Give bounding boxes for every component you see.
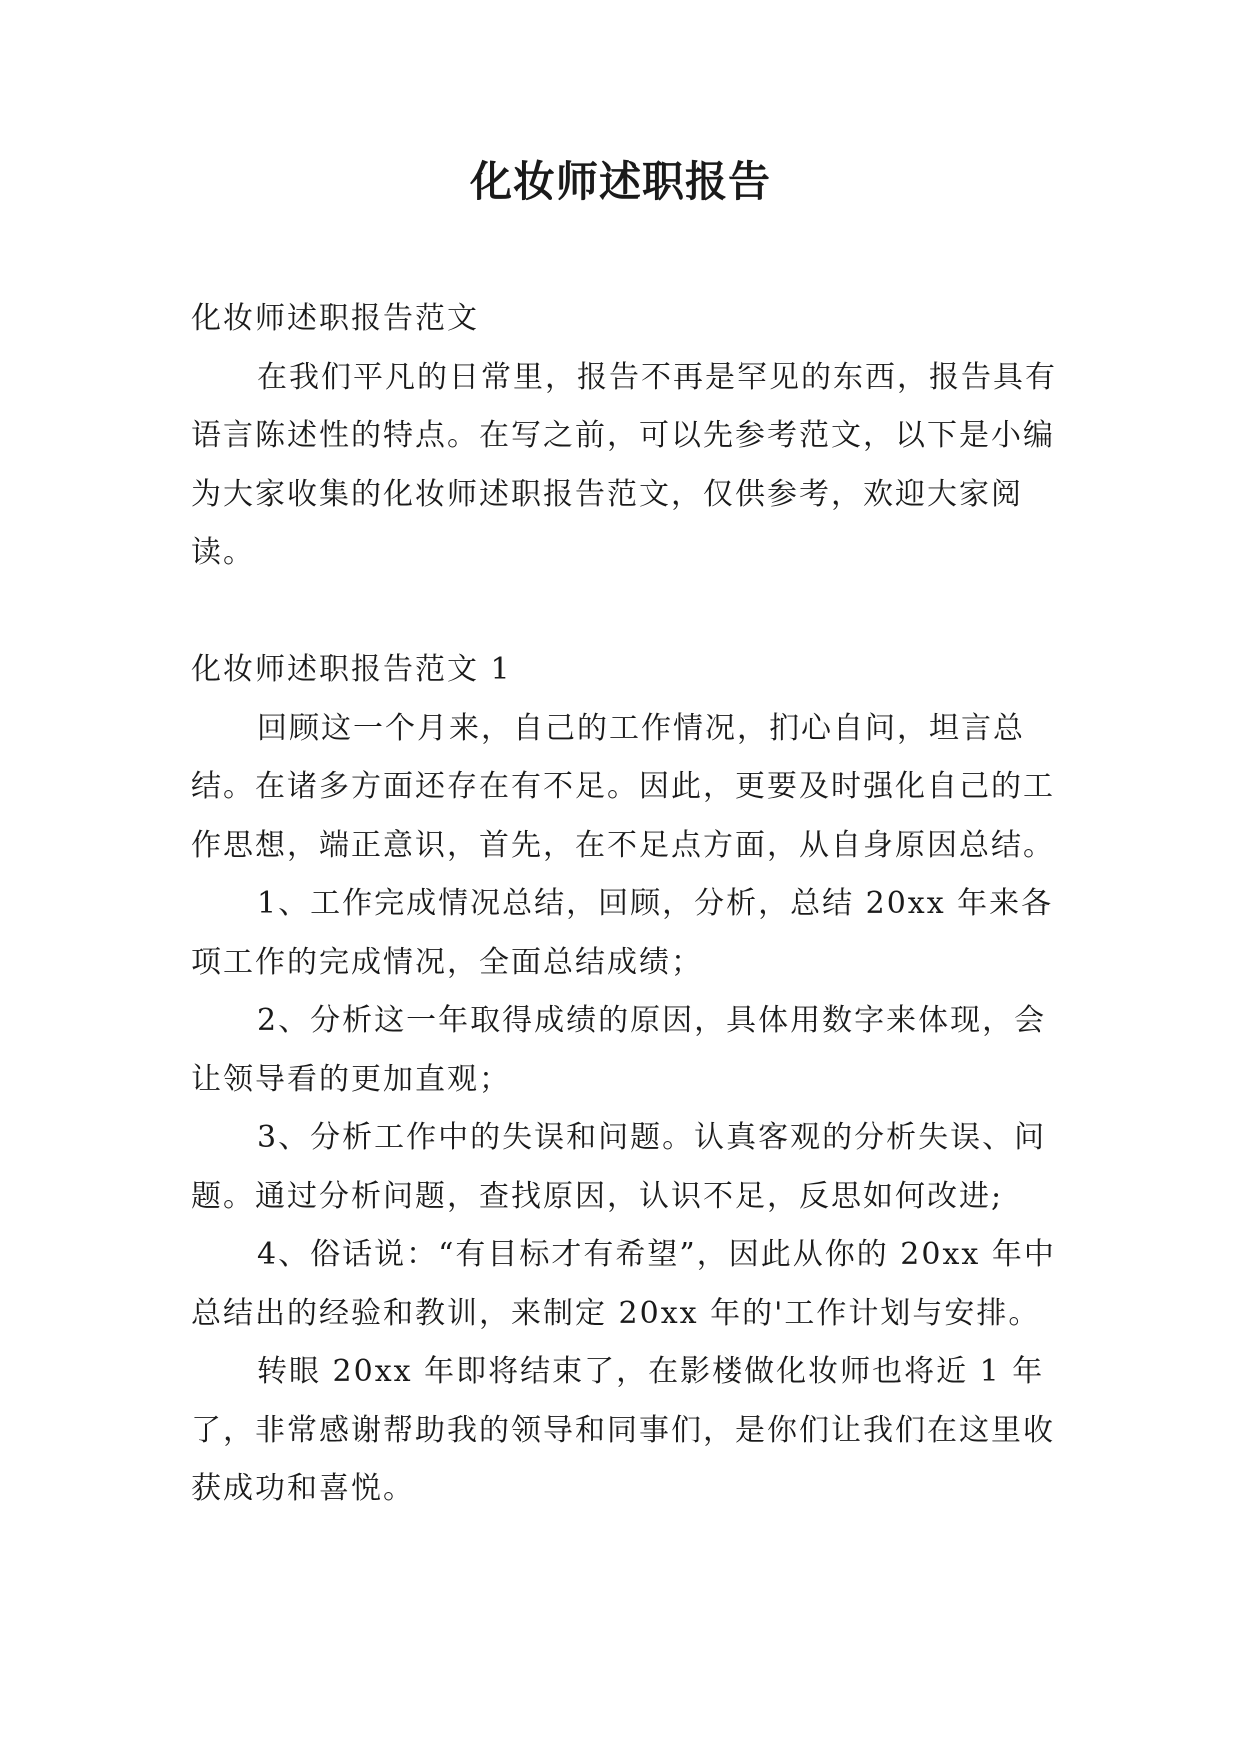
paragraph-spacer [191,583,1061,642]
list-item-1: 1、工作完成情况总结，回顾，分析，总结 20xx 年来各项工作的完成情况，全面总结成绩； [191,886,1054,980]
list-item-3: 3、分析工作中的失误和问题。认真客观的分析失误、问题。通过分析问题，查找原因，认识不足，反思如何改进; [191,1120,1047,1214]
list-item-2: 2、分析这一年取得成绩的原因，具体用数字来体现，会让领导看的更加直观； [191,1003,1047,1097]
section-heading-sample-1: 化妆师述职报告范文 1 [191,652,512,687]
paragraph-intro: 在我们平凡的日常里，报告不再是罕见的东西，报告具有语言陈述性的特点。在写之前，可以先参考范文，以下是小编为大家收集的化妆师述职报告范文，仅供参考，欢迎大家阅读。 [191,359,1057,570]
paragraph-review: 回顾这一个月来，自己的工作情况，扪心自问，坦言总结。在诸多方面还存在有不足。因此，更要及时强化自己的工作思想，端正意识，首先，在不足点方面，从自身原因总结。 [191,710,1055,863]
document-title: 化妆师述职报告 [469,157,771,206]
list-item-4: 4、俗话说：“有目标才有希望”，因此从你的 20xx 年中总结出的经验和教训，来制定 20xx 年的'工作计划与安排。 [191,1237,1056,1331]
paragraph-closing: 转眼 20xx 年即将结束了，在影楼做化妆师也将近 1 年了，非常感谢帮助我的领导和同事们，是你们让我们在这里收获成功和喜悦。 [191,1354,1055,1506]
document-body [191,290,1061,1519]
section-heading-intro: 化妆师述职报告范文 [191,301,479,336]
